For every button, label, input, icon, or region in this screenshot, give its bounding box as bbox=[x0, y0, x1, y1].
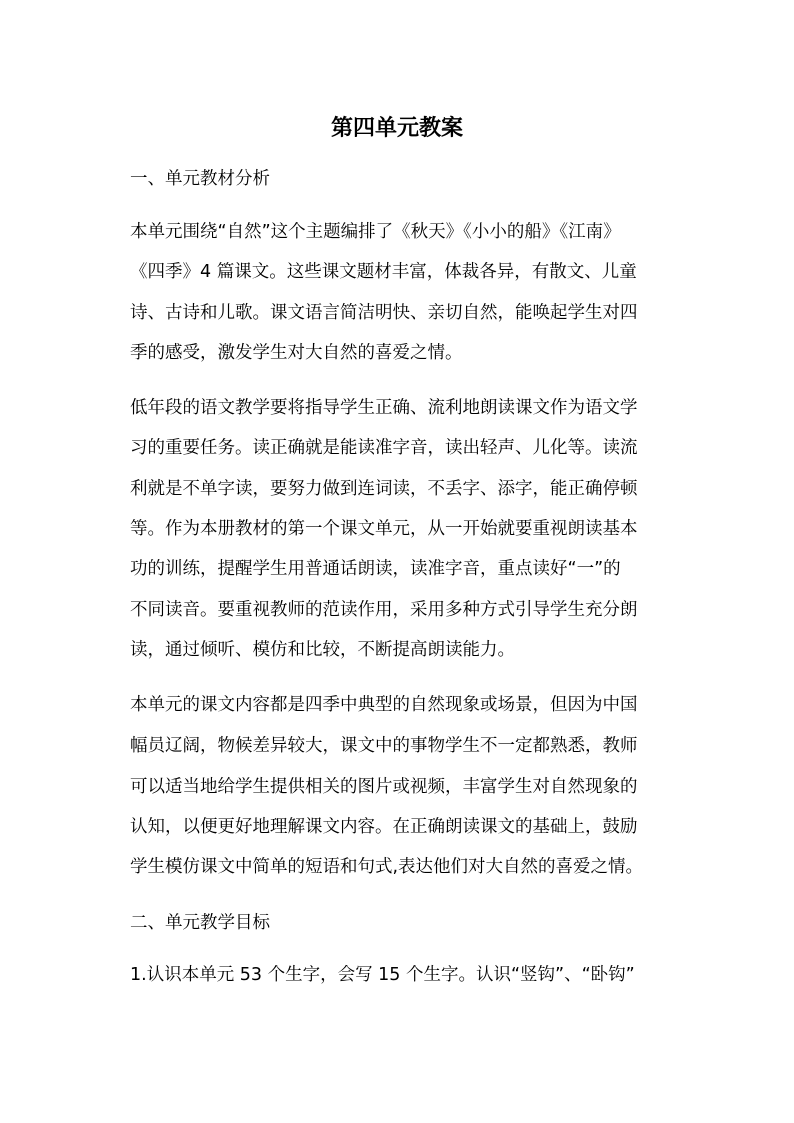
section-heading-goals: 二、单元教学目标 bbox=[130, 913, 270, 933]
paragraph-line: 不同读音。要重视教师的范读作用，采用多种方式引导学生充分朗 bbox=[130, 600, 638, 620]
paragraph-line: 幅员辽阔，物候差异较大，课文中的事物学生不一定都熟悉，教师 bbox=[130, 736, 638, 756]
paragraph-line: 《四季》4 篇课文。这些课文题材丰富，体裁各异，有散文、儿童 bbox=[130, 262, 637, 282]
paragraph-line: 读，通过倾听、模仿和比较，不断提高朗读能力。 bbox=[130, 640, 515, 660]
paragraph-line: 可以适当地给学生提供相关的图片或视频，丰富学生对自然现象的 bbox=[130, 777, 638, 797]
goal-item: 1.认识本单元 53 个生字，会写 15 个生字。认识“竖钩”、“卧钩” bbox=[130, 965, 635, 985]
paragraph-line: 认知，以便更好地理解课文内容。在正确朗读课文的基础上，鼓励 bbox=[130, 817, 638, 837]
paragraph-line: 本单元的课文内容都是四季中典型的自然现象或场景，但因为中国 bbox=[130, 695, 638, 715]
document-title: 第四单元教案 bbox=[330, 115, 463, 141]
paragraph-line: 习的重要任务。读正确就是能读准字音，读出轻声、儿化等。读流 bbox=[130, 438, 638, 458]
paragraph-line: 利就是不单字读，要努力做到连词读，不丢字、添字，能正确停顿 bbox=[130, 479, 638, 499]
paragraph-line: 学生模仿课文中简单的短语和句式,表达他们对大自然的喜爱之情。 bbox=[130, 857, 644, 877]
paragraph-line: 等。作为本册教材的第一个课文单元，从一开始就要重视朗读基本 bbox=[130, 519, 638, 539]
paragraph-line: 功的训练，提醒学生用普通话朗读，读准字音，重点读好“一”的 bbox=[130, 559, 621, 579]
paragraph-line: 低年段的语文教学要将指导学生正确、流利地朗读课文作为语文学 bbox=[130, 398, 638, 418]
paragraph-line: 季的感受，激发学生对大自然的喜爱之情。 bbox=[130, 343, 463, 363]
paragraph-line: 本单元围绕“自然”这个主题编排了《秋天》《小小的船》《江南》 bbox=[130, 222, 621, 242]
paragraph-line: 诗、古诗和儿歌。课文语言简洁明快、亲切自然，能唤起学生对四 bbox=[130, 303, 638, 323]
section-heading-analysis: 一、单元教材分析 bbox=[130, 169, 270, 189]
